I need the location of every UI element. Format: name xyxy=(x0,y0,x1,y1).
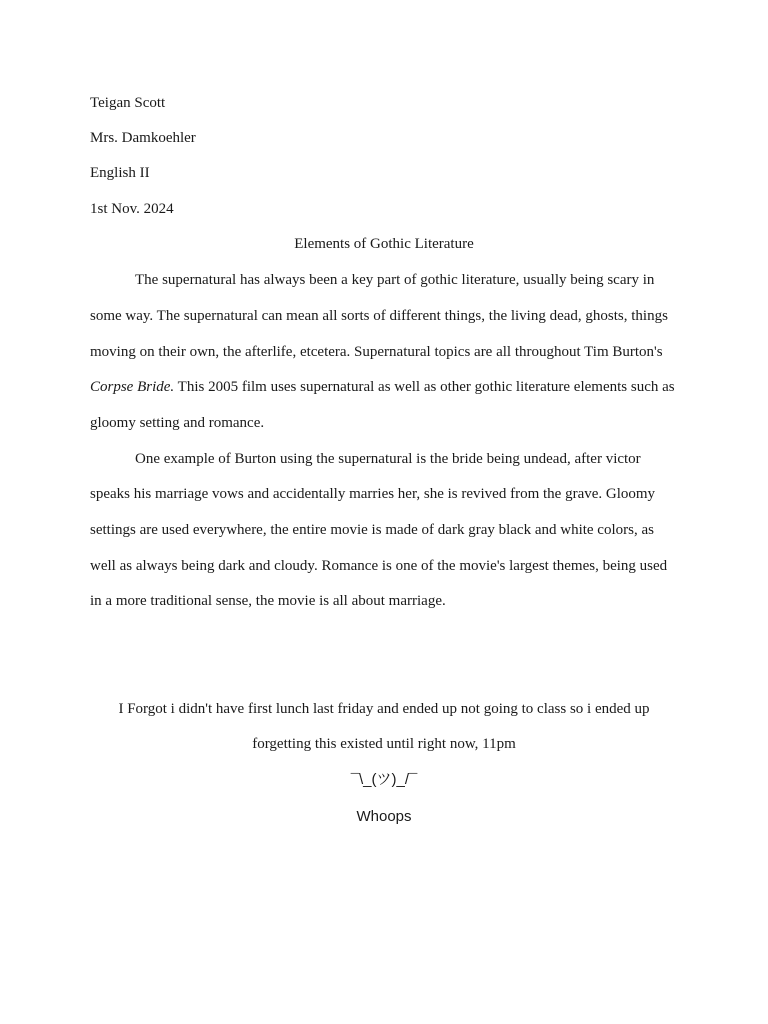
note-line: I Forgot i didn't have first lunch last friday and ended up not going to class so i ended up xyxy=(118,701,650,717)
whoops-text: Whoops xyxy=(356,808,412,825)
note-line: forgetting this existed until right now, 11pm xyxy=(252,736,516,752)
paragraph-line xyxy=(90,377,675,397)
paragraph-line: well as always being dark and cloudy. Romance is one of the movie's largest themes, being used xyxy=(90,558,668,574)
paragraph-line: The supernatural has always been a key part of gothic literature, usually being scary in xyxy=(135,272,655,288)
paragraph-line: One example of Burton using the supernatural is the bride being undead, after victor xyxy=(135,451,641,467)
essay-title: Elements of Gothic Literature xyxy=(294,236,474,252)
paragraph-line: in a more traditional sense, the movie is all about marriage. xyxy=(90,593,446,609)
paragraph-line: moving on their own, the afterlife, etcetera. Supernatural topics are all throughout Tim Burton's xyxy=(90,344,663,360)
course-name: English II xyxy=(90,165,150,181)
shrug-emoticon: ¯\_(ツ)_/¯ xyxy=(350,771,418,788)
student-name: Teigan Scott xyxy=(90,95,166,111)
paragraph-line: some way. The supernatural can mean all sorts of different things, the living dead, ghosts, things xyxy=(90,308,668,324)
paragraph-line: speaks his marriage vows and accidentally marries her, she is revived from the grave. Gloomy xyxy=(90,486,656,502)
paragraph-line: settings are used everywhere, the entire movie is made of dark gray black and white colors, as xyxy=(90,522,654,538)
paragraph-line-text: This 2005 film uses supernatural as well as other gothic literature elements such as xyxy=(174,379,675,395)
film-title: Corpse Bride. xyxy=(90,379,175,395)
essay-date: 1st Nov. 2024 xyxy=(90,201,174,217)
teacher-name: Mrs. Damkoehler xyxy=(90,130,196,146)
paragraph-line: gloomy setting and romance. xyxy=(90,415,265,431)
